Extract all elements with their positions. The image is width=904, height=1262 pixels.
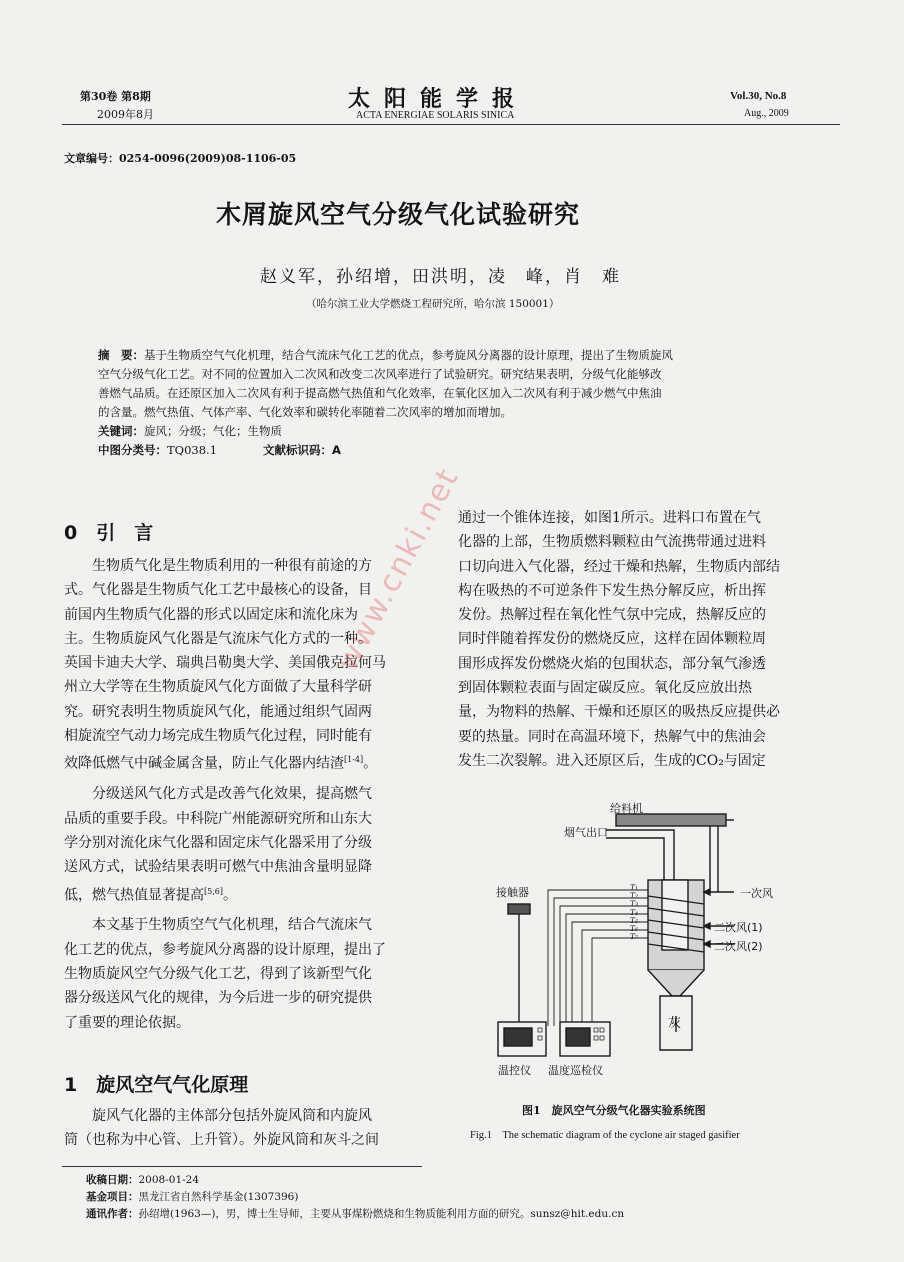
- inner-tube: [662, 880, 688, 950]
- label-feeder: 给料机: [610, 802, 643, 815]
- text-line: 学分别对流化床气化器和固定床气化器采用了分级: [64, 834, 372, 851]
- corresponding-author-label: 通讯作者：: [86, 1208, 139, 1220]
- footnotes: [86, 1172, 886, 1223]
- temp-inspector-display: [566, 1028, 590, 1046]
- text-line: 分级送风气化方式是改善气化效果，提高燃气: [92, 786, 372, 803]
- abstract-line: 基于生物质空气气化机理，结合气流床气化工艺的优点，参考旋风分离器的设计原理，提出了生物质旋风: [144, 348, 673, 362]
- label-primary-air: 一次风: [740, 887, 773, 900]
- citation[interactable]: [1-4]: [344, 755, 364, 765]
- received-label: 收稿日期：: [86, 1174, 139, 1186]
- clc-number: TQ038.1: [167, 443, 218, 457]
- section-0-body: 生物质气化是生物质利用的一种很有前途的方 式。气化器是生物质气化工艺中最核心的设备，目 前国内生物质气化器的形式以固定床和流化床为 主。生物质旋风气化器是气流床气化方式的一种。 英国卡迪夫大学、瑞典吕勒奥大学、美国俄克拉何马 州立大学等在生物质旋风气化方面做了大量科学研 究。研究表明生物质旋风气化，能通过组织气固两 相旋流空气动力场完成生物质气化过程，同时能有 效降低燃气中碱金属含量，防止气化器内结渣[1-4]。 分级送风气化方式是改善气化效果，提高燃气 品质的重要手段。中科院广州能源研究所和山东大 学分别对流化床气化器和固定床气化器采用了分级 送风方式，试验结果表明可燃气中焦油含量明显降 低，燃气热值显著提高[5,6]。 本文基于生物质空气气化机理，结合气流床气 化工艺的优点，参考旋风分离器的设计原理，提出了 生物质旋风空气分级气化工艺，得到了该新型气化 器分级送风气化的规律，为今后进一步的研究提供 了重要的理论依据。: [64, 554, 434, 1035]
- clc-label: 中图分类号：: [98, 443, 167, 457]
- authors: 赵义军，孙绍增，田洪明，凌 峰，肖 难: [260, 267, 621, 287]
- article-number: 文章编号：0254-0096(2009)08-1106-05: [64, 152, 297, 165]
- footnote-rule: [62, 1166, 422, 1167]
- text-line: 量，为物料的热解、干燥和还原区的吸热反应提供必: [458, 704, 780, 721]
- doc-code: A: [332, 443, 341, 457]
- text-line: 州立大学等在生物质旋风气化方面做了大量科学研: [64, 679, 372, 696]
- fund: 黑龙江省自然科学基金(1307396): [138, 1191, 299, 1203]
- label-secondary-air-1: 二次风(1): [714, 921, 763, 934]
- text-line: 要的热量。同时在高温环境下，热解气中的焦油会: [458, 728, 766, 745]
- citation[interactable]: [5,6]: [204, 886, 223, 896]
- watermark: www.cnki.net: [330, 461, 467, 677]
- text-line: 送风方式，试验结果表明可燃气中焦油含量明显降: [64, 859, 372, 876]
- text-line: 通过一个锥体连接，如图1所示。进料口布置在气: [458, 510, 761, 526]
- label-t7: T₇: [630, 932, 639, 942]
- label-secondary-air-2: 二次风(2): [714, 940, 763, 953]
- text-line: 前国内生物质气化器的形式以固定床和流化床为: [64, 606, 358, 623]
- date-cn: 2009年8月: [97, 108, 154, 121]
- label-temp-controller: 温控仪: [498, 1064, 531, 1077]
- label-temp-inspector: 温度巡检仪: [548, 1064, 603, 1077]
- text-line: 主。生物质旋风气化器是气流床气化方式的一种。: [64, 630, 372, 647]
- label-t1: T₁: [630, 883, 639, 892]
- text-line: 发生二次裂解。进入还原区后，生成的CO₂与固定: [458, 752, 766, 769]
- volume-issue-cn: 第30卷 第8期: [80, 90, 151, 103]
- temperature-points: [630, 884, 638, 941]
- received-date: 2008-01-24: [138, 1174, 200, 1186]
- text-line: 口切向进入气化器，经过干燥和热解，生物质内部结: [458, 558, 780, 575]
- date-en: Aug., 2009: [744, 108, 789, 119]
- text-line: 式。气化器是生物质气化工艺中最核心的设备，目: [64, 582, 372, 599]
- text-line: 旋风气化器的主体部分包括外旋风筒和内旋风: [92, 1108, 372, 1124]
- text-line: 化器的上部，生物质燃料颗粒由气流携带通过进料: [458, 534, 766, 551]
- text-line: 本文基于生物质空气气化机理，结合气流床气: [92, 917, 372, 934]
- text-line: 器分级送风气化的规律，为今后进一步的研究提供: [64, 990, 372, 1007]
- text-line: 效降低燃气中碱金属含量，防止气化器内结渣: [64, 756, 344, 773]
- label-t2: T₂: [630, 891, 639, 901]
- text-line: 生物质旋风空气分级气化工艺，得到了该新型气化: [64, 966, 372, 983]
- cone: [648, 970, 704, 996]
- corresponding-author: 孙绍增(1963—)，男，博士生导师，主要从事煤粉燃烧和生物质能利用方面的研究。sunsz@hit.edu.cn: [138, 1208, 625, 1220]
- figure-caption-cn: 图1 旋风空气分级气化器实验系统图: [522, 1104, 706, 1117]
- label-ash: 灰: [668, 1016, 682, 1031]
- abstract-line: 空气分级气化工艺。对不同的位置加入二次风和改变二次风率进行了试验研究。研究结果表明，分级气化能够改: [98, 367, 662, 381]
- journal-title-cn: 太阳能学报: [348, 86, 529, 112]
- header-rule: [62, 124, 840, 125]
- doc-code-label: 文献标识码：: [263, 443, 333, 457]
- section-1-title: 1 旋风空气气化原理: [64, 1074, 249, 1096]
- keywords-label: 关键词：: [98, 424, 144, 438]
- text-line: 低，燃气热值显著提高: [64, 887, 204, 904]
- paper-title: 木屑旋风空气分级气化试验研究: [216, 200, 581, 229]
- text-line: 筒（也称为中心管、上升管）。外旋风筒和灰斗之间: [64, 1132, 379, 1149]
- figure-caption-en: Fig.1 The schematic diagram of the cyclone air staged gasifier: [470, 1130, 740, 1141]
- text-line: 同时伴随着挥发份的燃烧反应，这样在固体颗粒周: [458, 631, 766, 648]
- text-line: 品质的重要手段。中科院广州能源研究所和山东大: [64, 810, 372, 827]
- text-line: 相旋流空气动力场完成生物质气化过程，同时能有: [64, 728, 372, 745]
- label-gas-outlet: 烟气出口: [564, 826, 608, 839]
- label-t4: T₄: [630, 907, 639, 917]
- text-line: 究。研究表明生物质旋风气化，能通过组织气固两: [64, 703, 372, 720]
- volume-issue-en: Vol.30, No.8: [730, 90, 787, 102]
- abstract-line: 善燃气品质。在还原区加入二次风有利于提高燃气热值和气化效率，在氧化区加入二次风有利于减少燃气中焦油: [98, 386, 662, 400]
- label-t3: T₃: [630, 899, 639, 909]
- label-t6: T₆: [630, 924, 639, 934]
- abstract-label: 摘 要：: [98, 348, 144, 362]
- section-0-title: 0 引 言: [64, 522, 154, 544]
- label-contactor: 接触器: [496, 886, 529, 899]
- temp-controller-display: [504, 1028, 532, 1046]
- text-line: 围形成挥发份燃烧火焰的包围状态，部分氧气渗透: [458, 655, 766, 672]
- keywords: 旋风；分级；气化；生物质: [144, 424, 282, 438]
- gas-outlet-pipe: [606, 838, 664, 880]
- journal-title-en: ACTA ENERGIAE SOLARIS SINICA: [356, 110, 515, 121]
- contactor: [508, 904, 530, 914]
- text-line: 英国卡迪夫大学、瑞典吕勒奥大学、美国俄克拉何马: [64, 655, 386, 672]
- text-line: 生物质气化是生物质利用的一种很有前途的方: [92, 558, 372, 574]
- label-t5: T₅: [630, 915, 639, 925]
- text-line: 了重要的理论依据。: [64, 1014, 190, 1031]
- abstract-line: 的含量。燃气热值、气体产率、气化效率和碳转化率随着二次风率的增加而增加。: [98, 405, 512, 419]
- right-column-body: [458, 506, 830, 773]
- affiliation: （哈尔滨工业大学燃烧工程研究所，哈尔滨 150001）: [306, 298, 560, 310]
- text-line: 到固体颗粒表面与固定碳反应。氧化反应放出热: [458, 680, 752, 697]
- fund-label: 基金项目：: [86, 1191, 139, 1203]
- text-line: 化工艺的优点，参考旋风分离器的设计原理，提出了: [64, 941, 386, 958]
- text-line: 构在吸热的不可逆条件下发生热分解反应，析出挥: [458, 582, 766, 599]
- section-1-body: [64, 1104, 434, 1153]
- abstract: [98, 346, 818, 460]
- text-line: 发份。热解过程在氧化性气氛中完成，热解反应的: [458, 607, 766, 624]
